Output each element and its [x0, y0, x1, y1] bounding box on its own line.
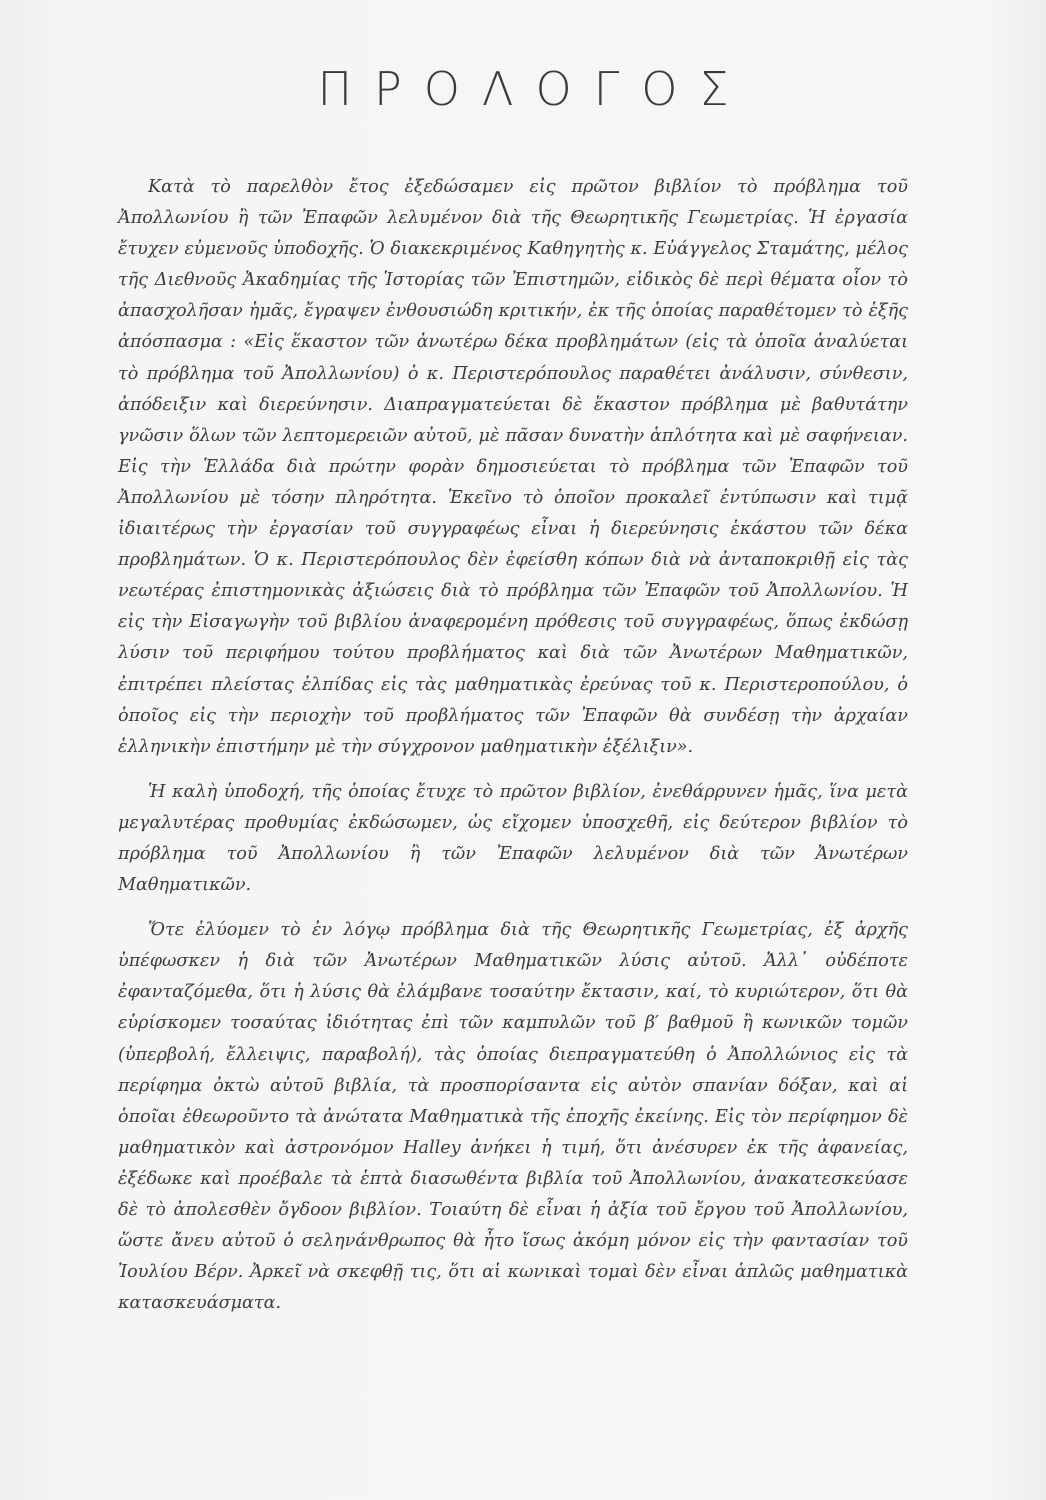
paragraph-1: Κατὰ τὸ παρελθὸν ἔτος ἐξεδώσαμεν εἰς πρῶτον βιβλίον τὸ πρόβλημα τοῦ Ἀπολλωνίου ἢ τῶν Ἐπαφῶν λελυμένον διὰ τῆς Θεωρητικῆς Γεωμετρίας. Ἡ ἐργασία ἔτυχεν εὐμενοῦς ὑποδοχῆς. Ὁ διακεκριμένος Καθηγητὴς κ. Εὐάγγελος Σταμάτης, μέλος τῆς Διεθνοῦς Ἀκαδημίας τῆς Ἱστορίας τῶν Ἐπιστημῶν, εἰδικὸς δὲ περὶ θέματα οἷον τὸ ἀπασχολῆσαν ἡμᾶς, ἔγραψεν ἐνθουσιώδη κριτικήν, ἐκ τῆς ὁποίας παραθέτομεν τὸ ἑξῆς ἀπόσπασμα : «Εἰς ἕκαστον τῶν ἀνωτέρω δέκα προβλημάτων (εἰς τὰ ὁποῖα ἀναλύεται τὸ πρόβλημα τοῦ Ἀπολλωνίου) ὁ κ. Περιστερόπουλος παραθέτει ἀνάλυσιν, σύνθεσιν, ἀπόδειξιν καὶ διερεύνησιν. Διαπραγματεύεται δὲ ἕκαστον πρόβλημα μὲ βαθυτάτην γνῶσιν ὅλων τῶν λεπτομερειῶν αὐτοῦ, μὲ πᾶσαν δυνατὴν ἁπλότητα καὶ μὲ σαφήνειαν. Εἰς τὴν Ἑλλάδα διὰ πρώτην φορὰν δημοσιεύεται τὸ πρόβλημα τῶν Ἐπαφῶν τοῦ Ἀπολλωνίου μὲ τόσην πληρότητα. Ἐκεῖνο τὸ ὁποῖον προκαλεῖ ἐντύπωσιν καὶ τιμᾷ ἰδιαιτέρως τὴν ἐργασίαν τοῦ συγγραφέως εἶναι ἡ διερεύνησις ἑκάστου τῶν δέκα προβλημάτων. Ὁ κ. Περιστερόπουλος δὲν ἐφείσθη κόπων διὰ νὰ ἀνταποκριθῇ εἰς τὰς νεωτέρας ἐπιστημονικὰς ἀξιώσεις διὰ τὸ πρόβλημα τῶν Ἐπαφῶν τοῦ Ἀπολλωνίου. Ἡ εἰς τὴν Εἰσαγωγὴν τοῦ βιβλίου ἀναφερομένη πρόθεσις τοῦ συγγραφέως, ὅπως ἐκδώσῃ λύσιν τοῦ περιφήμου τούτου προβλήματος καὶ διὰ τῶν Ἀνωτέρων Μαθηματικῶν, ἐπιτρέπει πλείστας ἐλπίδας εἰς τὰς μαθηματικὰς ἐρεύνας τοῦ κ. Περιστεροπούλου, ὁ ὁποῖος εἰς τὴν περιοχὴν τοῦ προβλήματος τῶν Ἐπαφῶν θὰ συνδέσῃ τὴν ἀρχαίαν ἑλληνικὴν ἐπιστήμην μὲ τὴν σύγχρονον μαθηματικὴν ἐξέλιξιν». [118, 177, 908, 757]
paragraph-2: Ἡ καλὴ ὑποδοχή, τῆς ὁποίας ἔτυχε τὸ πρῶτον βιβλίον, ἐνεθάρρυνεν ἡμᾶς, ἵνα μετὰ μεγαλυτέρας προθυμίας ἐκδώσωμεν, ὡς εἴχομεν ὑποσχεθῆ, εἰς δεύτερον βιβλίον τὸ πρόβλημα τοῦ Ἀπολλωνίου ἢ τῶν Ἐπαφῶν λελυμένον διὰ τῶν Ἀνωτέρων Μαθηματικῶν. [118, 781, 908, 896]
body-text [118, 172, 908, 1319]
page-title: ΠΡΟΛΟΓΟΣ [317, 62, 751, 116]
paragraph-3: Ὅτε ἐλύομεν τὸ ἐν λόγῳ πρόβλημα διὰ τῆς Θεωρητικῆς Γεωμετρίας, ἐξ ἀρχῆς ὑπέφωσκεν ἡ διὰ τῶν Ἀνωτέρων Μαθηματικῶν λύσις αὐτοῦ. Ἀλλ᾽ οὐδέποτε ἐφανταζόμεθα, ὅτι ἡ λύσις θὰ ἐλάμβανε τοσαύτην ἔκτασιν, καί, τὸ κυριώτερον, ὅτι θὰ εὑρίσκομεν τοσαύτας ἰδιότητας ἐπὶ τῶν καμπυλῶν τοῦ β′ βαθμοῦ ἢ κωνικῶν τομῶν (ὑπερβολή, ἔλλειψις, παραβολή), τὰς ὁποίας διεπραγματεύθη ὁ Ἀπολλώνιος εἰς τὰ περίφημα ὀκτὼ αὐτοῦ βιβλία, τὰ προσπορίσαντα εἰς αὐτὸν σπανίαν δόξαν, καὶ αἱ ὁποῖαι ἐθεωροῦντο τὰ ἀνώτατα Μαθηματικὰ τῆς ἐποχῆς ἐκείνης. Εἰς τὸν περίφημον δὲ μαθηματικὸν καὶ ἀστρονόμον Halley ἀνήκει ἡ τιμή, ὅτι ἀνέσυρεν ἐκ τῆς ἀφανείας, ἐξέδωκε καὶ προέβαλε τὰ ἑπτὰ διασωθέντα βιβλία τοῦ Ἀπολλωνίου, ἀνακατεσκεύασε δὲ τὸ ἀπολεσθὲν ὄγδοον βιβλίον. Τοιαύτη δὲ εἶναι ἡ ἀξία τοῦ ἔργου τοῦ Ἀπολλωνίου, ὥστε ἄνευ αὐτοῦ ὁ σεληνάνθρωπος θὰ ἦτο ἴσως ἀκόμη μόνον εἰς τὴν φαντασίαν τοῦ Ἰουλίου Βέρν. Ἀρκεῖ νὰ σκεφθῇ τις, ὅτι αἱ κωνικαὶ τομαὶ δὲν εἶναι ἁπλῶς μαθηματικὰ κατασκευάσματα. [118, 920, 908, 1314]
